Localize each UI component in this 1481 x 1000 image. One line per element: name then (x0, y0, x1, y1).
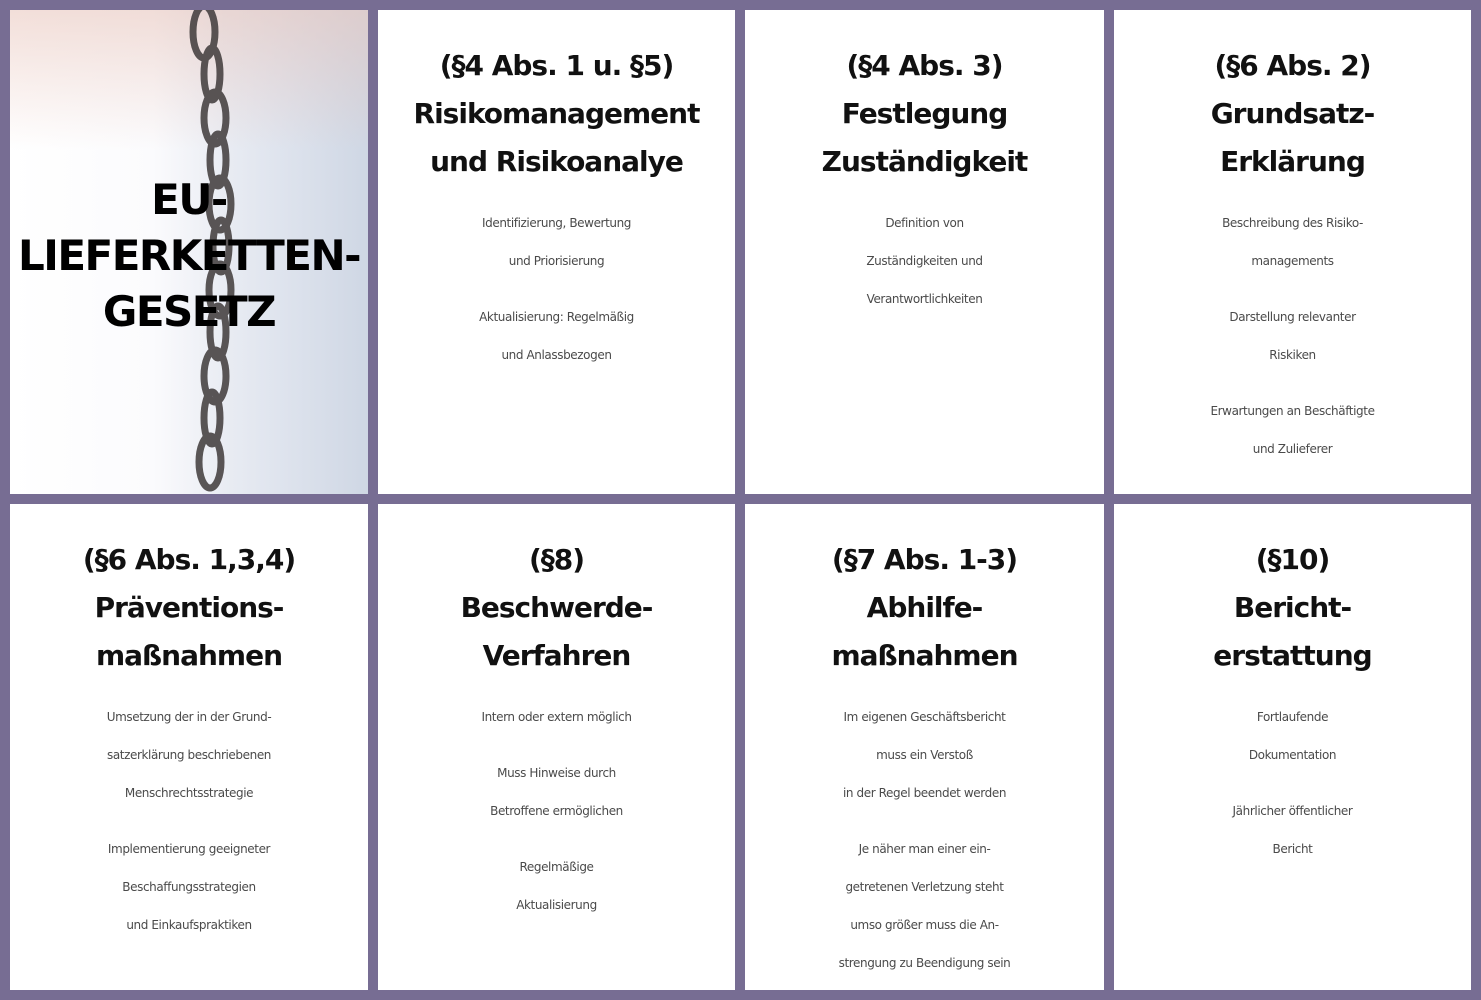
bullet-item (745, 830, 1104, 982)
heading-line: Festlegung (841, 97, 1008, 130)
bullet-item (745, 204, 1104, 318)
bullet-item (378, 204, 735, 280)
bullet-item (10, 698, 368, 812)
bullet-line: Fortlaufende (1256, 710, 1329, 724)
section-reference: (§6 Abs. 1,3,4) (82, 543, 296, 576)
bullet-line: Muss Hinweise durch (497, 766, 616, 780)
card-risk-management (378, 10, 735, 494)
bullet-line: Beschreibung des Risiko- (1222, 216, 1363, 230)
bullet-item (378, 848, 735, 924)
bullet-line: und Einkaufspraktiken (126, 918, 252, 932)
bullet-line: in der Regel beendet werden (842, 786, 1007, 800)
bullet-item (1114, 698, 1471, 774)
bullet-line: und Anlassbezogen (501, 348, 612, 362)
card-reporting (1114, 504, 1471, 990)
bullet-line: Aktualisierung (516, 898, 597, 912)
bullet-line: satzerklärung beschriebenen (106, 748, 272, 762)
section-reference: (§6 Abs. 2) (1214, 49, 1371, 82)
heading-line: Beschwerde- (460, 591, 653, 624)
card-heading (1114, 536, 1471, 680)
bullet-item (1114, 792, 1471, 868)
bullet-line: Regelmäßige (519, 860, 594, 874)
bullet-line: Beschaffungsstrategien (122, 880, 256, 894)
heading-line: maßnahmen (95, 639, 283, 672)
heading-line: Präventions- (94, 591, 284, 624)
bullet-line: Intern oder extern möglich (481, 710, 632, 724)
card-heading (10, 536, 368, 680)
card-body (1114, 698, 1471, 868)
heading-line: erstattung (1213, 639, 1372, 672)
bullet-line: muss ein Verstoß (876, 748, 973, 762)
card-heading (745, 42, 1104, 186)
bullet-line: Umsetzung der in der Grund- (106, 710, 272, 724)
bullet-line: Jährlicher öffentlicher (1232, 804, 1353, 818)
bullet-line: und Priorisierung (508, 254, 605, 268)
bullet-line: strengung zu Beendigung sein (838, 956, 1011, 970)
card-heading (745, 536, 1104, 680)
bullet-item (10, 830, 368, 944)
card-body (378, 698, 735, 924)
bullet-item (1114, 298, 1471, 374)
section-reference: (§7 Abs. 1-3) (831, 543, 1018, 576)
card-body (378, 204, 735, 374)
law-title (10, 172, 368, 340)
bullet-line: Betroffene ermöglichen (490, 804, 623, 818)
heading-line: und Risikoanalye (430, 145, 683, 178)
card-heading (378, 536, 735, 680)
bullet-line: Dokumentation (1248, 748, 1337, 762)
bullet-line: umso größer muss die An- (850, 918, 999, 932)
bullet-line: Zuständigkeiten und (866, 254, 983, 268)
card-heading (1114, 42, 1471, 186)
bullet-line: Definition von (885, 216, 964, 230)
bullet-line: Im eigenen Geschäftsbericht (843, 710, 1006, 724)
bullet-line: getretenen Verletzung steht (845, 880, 1004, 894)
law-title-line: GESETZ (102, 287, 276, 336)
bullet-line: Darstellung relevanter (1229, 310, 1356, 324)
law-title-line: EU- (151, 175, 227, 224)
heading-line: Bericht- (1233, 591, 1352, 624)
heading-line: Grundsatz- (1210, 97, 1375, 130)
card-body (10, 698, 368, 944)
heading-line: Erklärung (1220, 145, 1365, 178)
card-body (1114, 204, 1471, 468)
section-reference: (§4 Abs. 3) (846, 49, 1003, 82)
bullet-line: Bericht (1272, 842, 1313, 856)
card-prevention-measures (10, 504, 368, 990)
bullet-line: Verantwortlichkeiten (866, 292, 983, 306)
heading-line: Zuständigkeit (821, 145, 1028, 178)
heading-line: Verfahren (482, 639, 631, 672)
bullet-line: managements (1251, 254, 1334, 268)
card-complaint-procedure (378, 504, 735, 990)
law-title-line: LIEFERKETTEN- (17, 231, 361, 280)
card-body (745, 204, 1104, 318)
section-reference: (§8) (528, 543, 585, 576)
bullet-line: Menschrechtsstrategie (124, 786, 254, 800)
bullet-line: Identifizierung, Bewertung (481, 216, 632, 230)
card-responsibility (745, 10, 1104, 494)
bullet-line: Je näher man einer ein- (858, 842, 991, 856)
bullet-item (378, 698, 735, 736)
bullet-line: Aktualisierung: Regelmäßig (479, 310, 634, 324)
bullet-item (378, 754, 735, 830)
title-card (10, 10, 368, 494)
section-reference: (§4 Abs. 1 u. §5) (439, 49, 674, 82)
bullet-line: Riskiken (1269, 348, 1316, 362)
bullet-item (1114, 392, 1471, 468)
bullet-line: und Zulieferer (1252, 442, 1333, 456)
card-policy-statement (1114, 10, 1471, 494)
bullet-item (1114, 204, 1471, 280)
heading-line: maßnahmen (831, 639, 1018, 672)
card-remedial-measures (745, 504, 1104, 990)
card-heading (378, 42, 735, 186)
section-reference: (§10) (1255, 543, 1330, 576)
heading-line: Risikomanagement (413, 97, 700, 130)
card-body (745, 698, 1104, 982)
heading-line: Abhilfe- (866, 591, 983, 624)
bullet-item (378, 298, 735, 374)
bullet-line: Erwartungen an Beschäftigte (1210, 404, 1375, 418)
bullet-line: Implementierung geeigneter (107, 842, 271, 856)
bullet-item (745, 698, 1104, 812)
